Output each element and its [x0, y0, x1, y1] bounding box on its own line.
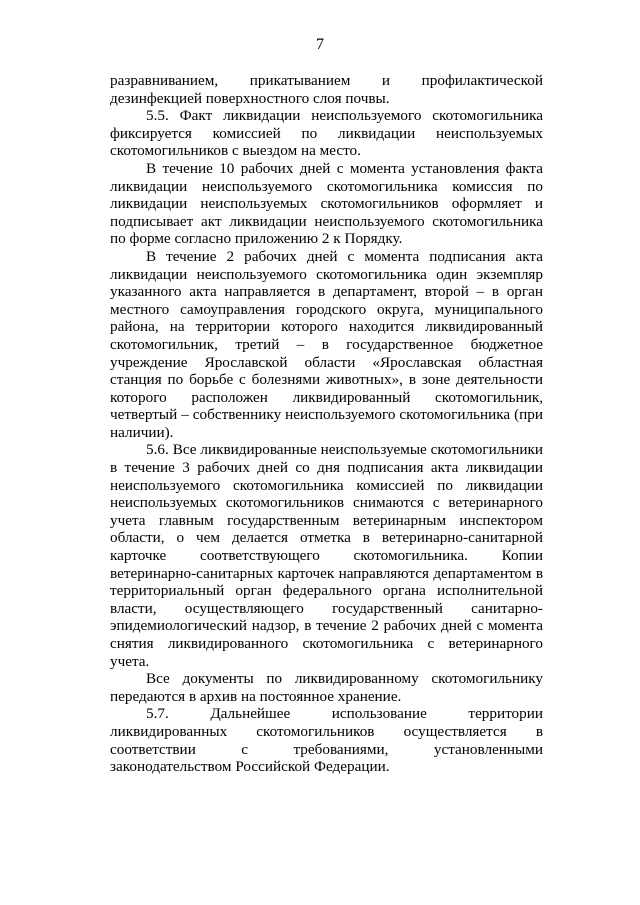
paragraph-5-5: 5.5. Факт ликвидации неиспользуемого скотомогильника фиксируется комиссией по ликвидации неиспользуемых скотомогильников с выездом на место.	[110, 107, 543, 160]
paragraph-archive: Все документы по ликвидированному скотомогильнику передаются в архив на постоянное хранение.	[110, 670, 543, 705]
paragraph-act-distribution: В течение 2 рабочих дней с момента подписания акта ликвидации неиспользуемого скотомогильника один экземпляр указанного акта направляется в департамент, второй – в орган местного самоуправления городского округа, муниципального района, на территории которого находится ликвидированный скотомогильник, третий – в государственное бюджетное учреждение Ярославской области «Ярославская областная станция по борьбе с болезнями животных», в зоне деятельности которого расположен ликвидированный скотомогильник, четвертый – собственнику неиспользуемого скотомогильника (при наличии).	[110, 247, 543, 441]
page-number: 7	[316, 36, 324, 53]
paragraph-continuation: разравниванием, прикатыванием и профилактической дезинфекцией поверхностного слоя почвы.	[110, 72, 543, 107]
paragraph-5-7: 5.7. Дальнейшее использование территории ликвидированных скотомогильников осуществляется в соответствии с требованиями, установленными законодательством Российской Федерации.	[110, 705, 543, 776]
paragraph-liquidation-act: В течение 10 рабочих дней с момента установления факта ликвидации неиспользуемого скотомогильника комиссия по ликвидации неиспользуемых скотомогильников оформляет и подписывает акт ликвидации неиспользуемого скотомогильника по форме согласно приложению 2 к Порядку.	[110, 159, 543, 248]
paragraph-5-6: 5.6. Все ликвидированные неиспользуемые скотомогильники в течение 3 рабочих дней со дня подписания акта ликвидации неиспользуемого скотомогильника комиссией по ликвидации неиспользуемых скотомогильников снимаются с ветеринарного учета главным государственным ветеринарным инспектором области, о чем делается отметка в ветеринарно-санитарной карточке соответствующего скотомогильника. Копии ветеринарно-санитарных карточек направляются департаментом в территориальный орган федерального органа исполнительной власти, осуществляющего государственный санитарно-эпидемиологический надзор, в течение 2 рабочих дней с момента снятия ликвидированного скотомогильника с ветеринарного учета.	[110, 441, 543, 670]
document-body	[110, 72, 543, 776]
